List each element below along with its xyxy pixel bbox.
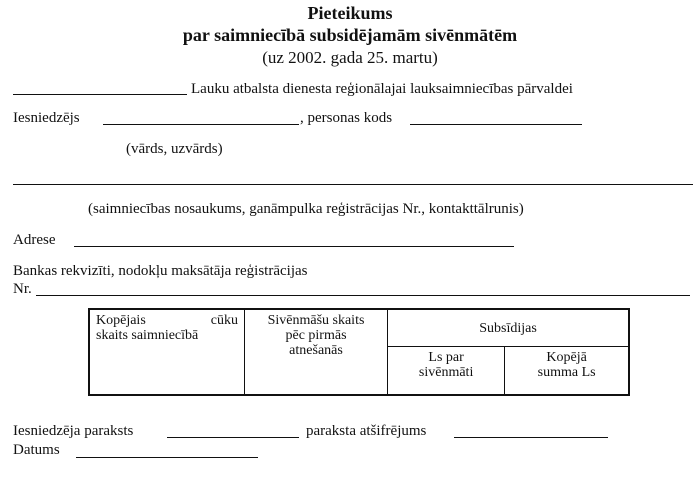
form-title: Pieteikums (307, 3, 393, 23)
ls-per-sow-header: Ls par sivēnmāti (388, 347, 505, 396)
signature-decode-label: paraksta atšifrējums (306, 423, 427, 439)
subsidies-header: Subsīdijas (388, 309, 630, 347)
address-blank[interactable] (74, 246, 514, 247)
date-blank[interactable] (76, 457, 258, 458)
personal-code-blank[interactable] (410, 124, 582, 125)
bank-details-blank[interactable] (36, 295, 690, 296)
total-sum-header: Kopējā summa Ls (505, 347, 629, 396)
form-subtitle: par saimniecībā subsidējamām sivēnmātēm (182, 25, 518, 45)
applicant-label: Iesniedzējs (13, 110, 80, 126)
signature-decode-blank[interactable] (454, 437, 608, 438)
total-pigs-header: Kopējais cūku skaits saimniecībā (89, 309, 245, 395)
signature-blank[interactable] (167, 437, 299, 438)
address-label: Adrese (13, 232, 56, 248)
addressee-text: Lauku atbalsta dienesta reģionālajai lauksaimniecības pārvaldei (191, 81, 573, 97)
farm-hint: (saimniecības nosaukums, ganāmpulka reģistrācijas Nr., kontakttālrunis) (88, 201, 524, 217)
name-hint: (vārds, uzvārds) (126, 141, 223, 157)
personal-code-label: , personas kods (300, 110, 393, 126)
nr-label: Nr. (13, 281, 32, 297)
bank-label: Bankas rekvizīti, nodokļu maksātāja reģistrācijas (13, 263, 308, 279)
addressee-blank[interactable] (13, 94, 187, 95)
sows-count-header: Sivēnmāšu skaits pēc pirmās atnešanās (245, 309, 388, 395)
form-date-note: (uz 2002. gada 25. martu) (262, 48, 438, 67)
subsidy-table (88, 308, 630, 396)
date-label: Datums (13, 442, 60, 458)
signature-label: Iesniedzēja paraksts (13, 423, 134, 439)
farm-details-blank[interactable] (13, 184, 693, 185)
applicant-name-blank[interactable] (103, 124, 299, 125)
